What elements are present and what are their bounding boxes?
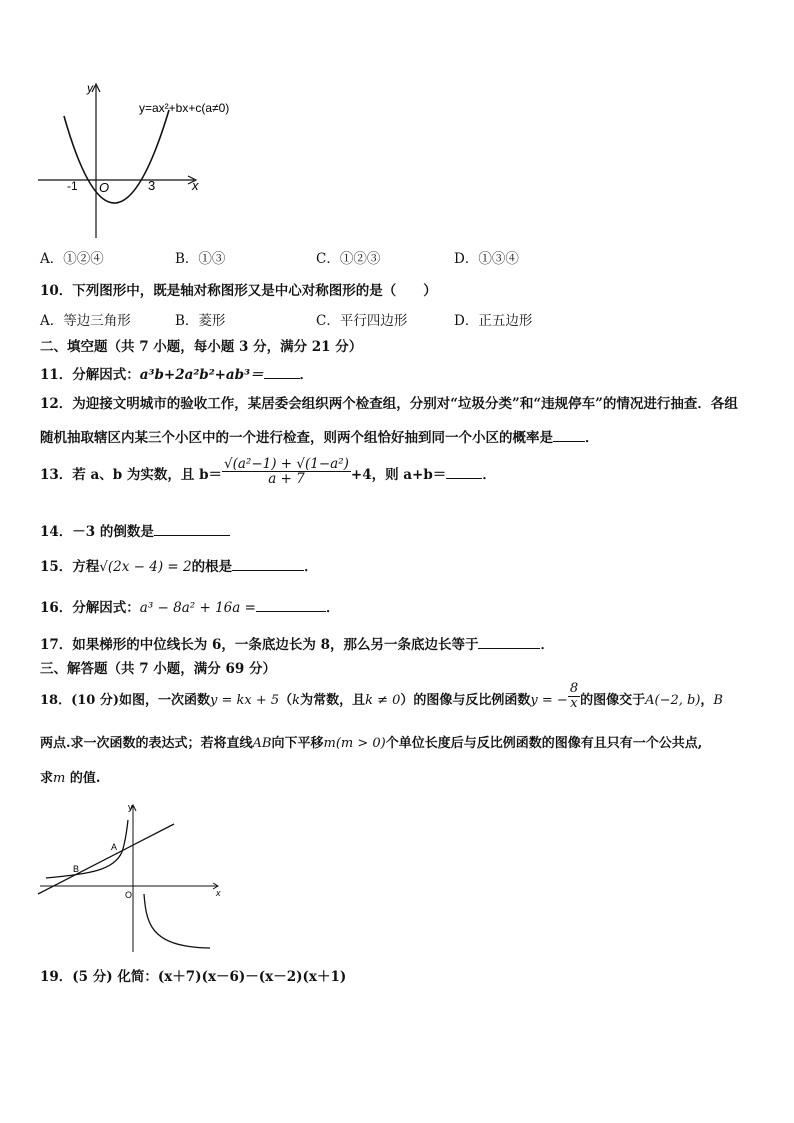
q14-blank [154, 521, 230, 536]
parabola-graph [34, 78, 250, 242]
q16-end: ． [325, 600, 340, 616]
q12-line1: 12．为迎接文明城市的验收工作，某居委会组织两个检查组，分别对“垃圾分类”和“违规停车”的情况进行抽查．各组 [40, 396, 738, 412]
section-3-heading: 三、解答题（共 7 小题，满分 69 分） [40, 661, 276, 677]
q17-text: 17．如果梯形的中位线长为 6，一条底边长为 8，那么另一条底边长等于 [40, 637, 479, 653]
q13-numerator: √(a²−1) + √(1−a²) [224, 456, 349, 472]
x-axis-label: x [216, 888, 221, 898]
point-b-label: B [73, 864, 80, 874]
q18-text-10: 求 [40, 771, 54, 786]
origin-label: O [99, 180, 110, 195]
q18-m: m [53, 771, 66, 786]
q16-expr: a³ − 8a² + 16a = [139, 600, 256, 616]
q18-text-9: 个单位长度后与反比例函数的图像有且只有一个公共点, [385, 736, 703, 751]
q13-end: ． [482, 467, 496, 483]
q12-suffix: ． [585, 430, 599, 446]
hyperbola-branch-right [144, 894, 210, 948]
origin-label: O [125, 890, 133, 900]
q18-text-3: 为常数，且 [300, 693, 366, 708]
q13-blank [446, 464, 482, 479]
q13-prefix: 13．若 a、b 为实数，且 b＝ [40, 467, 223, 483]
q11-expr: a³b+2a²b²+ab³＝ [139, 367, 264, 383]
hyperbola-graph [36, 800, 226, 956]
q9-option-a: A．①②④ [40, 251, 104, 267]
q18-text-1: 18．(10 分)如图，一次函数 [40, 693, 211, 708]
q15-expr: √(2x − 4) = 2 [99, 559, 192, 575]
q18-text-4: ）的图像与反比例函数 [400, 693, 531, 708]
section-2-heading: 二、填空题（共 7 小题，每小题 3 分，满分 21 分） [40, 339, 363, 355]
q12-blank [553, 427, 585, 442]
q18-linear-function: y = kx + 5 [210, 693, 280, 708]
point-a-label: A [111, 842, 118, 852]
q18-fraction [568, 682, 580, 711]
y-axis-label: y [87, 81, 93, 95]
q10-option-b: B．菱形 [175, 313, 226, 329]
q15-blank [232, 556, 304, 571]
q18-text-2: （ [279, 693, 293, 708]
q18-frac-num: 8 [569, 681, 579, 696]
q18-text-6: ， [700, 693, 714, 708]
q17-end: ． [540, 637, 554, 653]
q15-prefix: 15．方程 [40, 559, 100, 575]
tick-three: 3 [148, 178, 156, 193]
q13-suffix: +4，则 a+b＝ [350, 467, 447, 483]
q18-line2 [40, 735, 702, 753]
q10-option-c: C．平行四边形 [316, 313, 408, 329]
q13-fraction [222, 457, 351, 486]
tick-neg-one: -1 [67, 179, 78, 193]
q18-text-7: 两点.求一次函数的表达式；若将直线 [40, 736, 253, 751]
q18-line1 [40, 681, 723, 711]
q18-text-8: 向下平移 [271, 736, 324, 751]
q14-text: 14．－3 的倒数是 [40, 524, 154, 540]
q12-line2 [40, 427, 599, 447]
q19: 19．(5 分) 化简：(x＋7)(x－6)－(x－2)(x＋1) [40, 969, 347, 985]
q18-text-11: 的值. [65, 771, 101, 786]
q18-condition: k ≠ 0 [365, 693, 401, 708]
q18-ab: AB [252, 736, 272, 751]
x-axis-label: x [192, 178, 199, 193]
q15 [40, 556, 318, 576]
q15-suffix: 的根是 [191, 559, 233, 575]
q18-line3 [40, 770, 100, 788]
q9-option-c: C．①②③ [316, 251, 381, 267]
q9-option-b: B．①③ [175, 251, 226, 267]
q18-text-5: 的图像交于 [580, 693, 646, 708]
q18-point-b: B [713, 693, 723, 708]
q11-suffix: ． [299, 367, 314, 383]
q16-prefix: 16．分解因式： [40, 600, 140, 616]
line-ab [38, 824, 174, 894]
q14 [40, 521, 230, 541]
q16-blank [256, 597, 326, 612]
q10-option-a: A．等边三角形 [40, 313, 131, 329]
q13 [40, 456, 496, 487]
q11-blank [264, 364, 300, 379]
q13-denominator: a + 7 [268, 471, 305, 487]
q12-line2-text: 随机抽取辖区内某三个小区中的一个进行检查，则两个组恰好抽到同一个小区的概率是 [40, 430, 553, 446]
equation-label: y=ax²+bx+c(a≠0) [139, 101, 230, 115]
q17-blank [478, 634, 540, 649]
q18-frac-den: x [570, 696, 578, 711]
y-axis-label: y [128, 802, 133, 812]
q18-m-cond: m(m > 0) [323, 736, 386, 751]
q11 [40, 364, 313, 384]
q15-end: ． [304, 559, 318, 575]
q16 [40, 597, 339, 617]
q10-option-d: D．正五边形 [454, 313, 533, 329]
q11-prefix: 11．分解因式： [40, 367, 140, 383]
q18-point-a: A(−2, b) [645, 693, 701, 708]
q17 [40, 634, 554, 654]
q9-option-d: D．①③④ [454, 251, 519, 267]
q18-inverse-function: y = − [530, 693, 568, 708]
q18-k: k [292, 693, 301, 708]
q10-stem: 10．下列图形中，既是轴对称图形又是中心对称图形的是（ ） [40, 283, 437, 299]
